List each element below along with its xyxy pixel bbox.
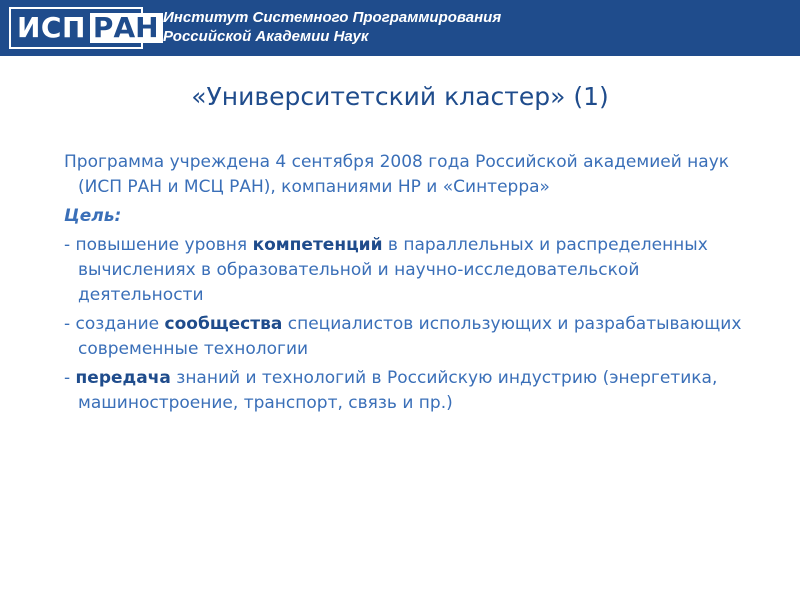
goal-text: специалистов использующих и разрабатывающих современные технологии bbox=[78, 314, 742, 359]
logo-text-ran: РАН bbox=[90, 13, 163, 43]
org-name-line2: Российской Академии Наук bbox=[163, 28, 369, 45]
goal-keyword: сообщества bbox=[164, 314, 283, 334]
goal-prefix: - создание bbox=[64, 314, 165, 334]
slide-title: «Университетский кластер» (1) bbox=[191, 82, 609, 111]
goal-item bbox=[64, 366, 764, 416]
slide-content bbox=[64, 150, 764, 420]
goal-prefix: - повышение уровня bbox=[64, 235, 253, 255]
goal-keyword: компетенций bbox=[252, 235, 383, 255]
goal-label: Цель: bbox=[64, 206, 122, 226]
logo-text-isp: ИСП bbox=[17, 11, 86, 44]
intro-paragraph: Программа учреждена 4 сентября 2008 года Российской академией наук (ИСП РАН и МСЦ РАН), компаниями HP и «Синтерра» bbox=[64, 152, 730, 197]
goal-prefix: - bbox=[64, 368, 76, 388]
header-band bbox=[0, 0, 800, 56]
ispras-logo bbox=[9, 7, 159, 49]
organization-name bbox=[163, 8, 501, 46]
goal-text: в параллельных и распределенных вычислениях в образовательной и научно-исследовательской деятельности bbox=[78, 235, 708, 305]
org-name-line1: Институт Системного Программирования bbox=[163, 9, 502, 26]
goal-keyword: передача bbox=[75, 368, 171, 388]
goal-item bbox=[64, 312, 764, 362]
goal-item bbox=[64, 233, 764, 308]
goal-text: знаний и технологий в Российскую индустрию (энергетика, машиностроение, транспорт, связь и пр.) bbox=[78, 368, 718, 413]
